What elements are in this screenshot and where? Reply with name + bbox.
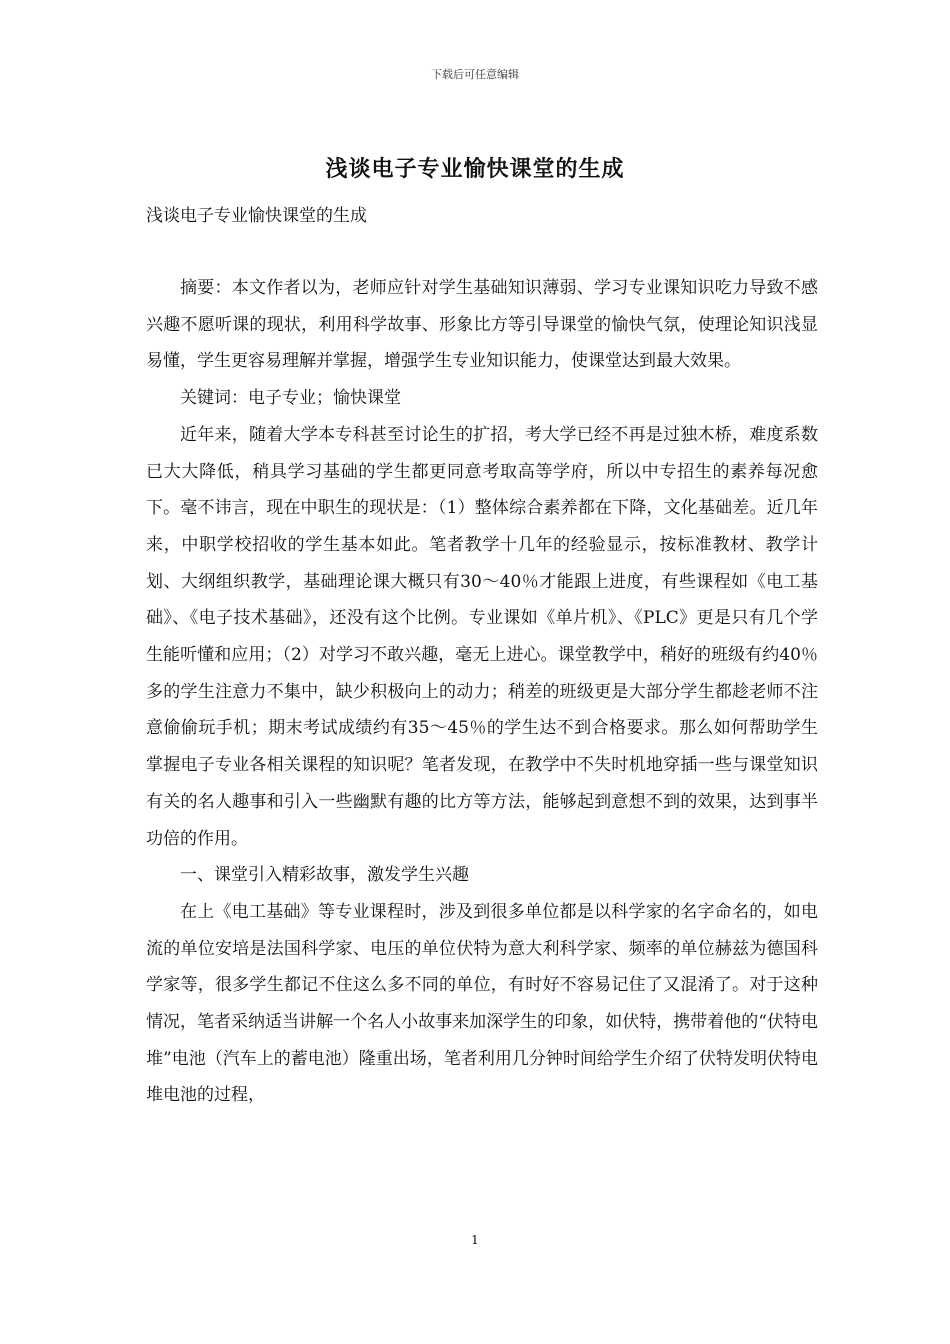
- keywords-paragraph: 关键词：电子专业；愉快课堂: [180, 388, 401, 409]
- body-paragraph: 在上《电工基础》等专业课程时，涉及到很多单位都是以科学家的名字命名的，如电流的单位安培是法国科学家、电压的单位伏特为意大利科学家、频率的单位赫兹为德国科学家等，很多学生都记不住这么多不同的单位，有时好不容易记住了又混淆了。对于这种情况，笔者采纳适当讲解一个名人小故事来加深学生的印象，如伏特，携带着他的“伏特电堆”电池（汽车上的蓄电池）隆重出场，笔者利用几分钟时间给学生介绍了伏特发明伏特电堆电池的过程，: [146, 901, 818, 1106]
- page-number: 1: [471, 1233, 479, 1247]
- page-header: 下载后可任意编辑: [431, 68, 519, 81]
- body-paragraph: 近年来，随着大学本专科甚至讨论生的扩招，考大学已经不再是过独木桥，难度系数已大大降低，稍具学习基础的学生都更同意考取高等学府，所以中专招生的素养每况愈下。毫不讳言，现在中职生的现状是：（1）整体综合素养都在下降，文化基础差。近几年来，中职学校招收的学生基本如此。笔者教学十几年的经验显示，按标准教材、教学计划、大纲组织教学，基础理论课大概只有30～40％才能跟上进度，有些课程如《电工基础》、《电子技术基础》，还没有这个比例。专业课如《单片机》、《PLC》更是只有几个学生能听懂和应用；（2）对学习不敢兴趣，毫无上进心。课堂教学中，稍好的班级有约40％多的学生注意力不集中，缺少积极向上的动力；稍差的班级更是大部分学生都趁老师不注意偷偷玩手机；期末考试成绩约有35～45％的学生达不到合格要求。那么如何帮助学生掌握电子专业各相关课程的知识呢？笔者发现，在教学中不失时机地穿插一些与课堂知识有关的名人趣事和引入一些幽默有趣的比方等方法，能够起到意想不到的效果，达到事半功倍的作用。: [146, 424, 818, 849]
- section-heading: 一、课堂引入精彩故事，激发学生兴趣: [180, 865, 469, 886]
- document-subtitle: 浅谈电子专业愉快课堂的生成: [146, 206, 367, 226]
- abstract-paragraph: 摘要：本文作者以为，老师应针对学生基础知识薄弱、学习专业课知识吃力导致不感兴趣不愿听课的现状，利用科学故事、形象比方等引导课堂的愉快气氛，使理论知识浅显易懂，学生更容易理解并掌握，增强学生专业知识能力，使课堂达到最大效果。: [146, 278, 818, 372]
- document-title: 浅谈电子专业愉快课堂的生成: [325, 156, 625, 182]
- document-body: [146, 270, 818, 1114]
